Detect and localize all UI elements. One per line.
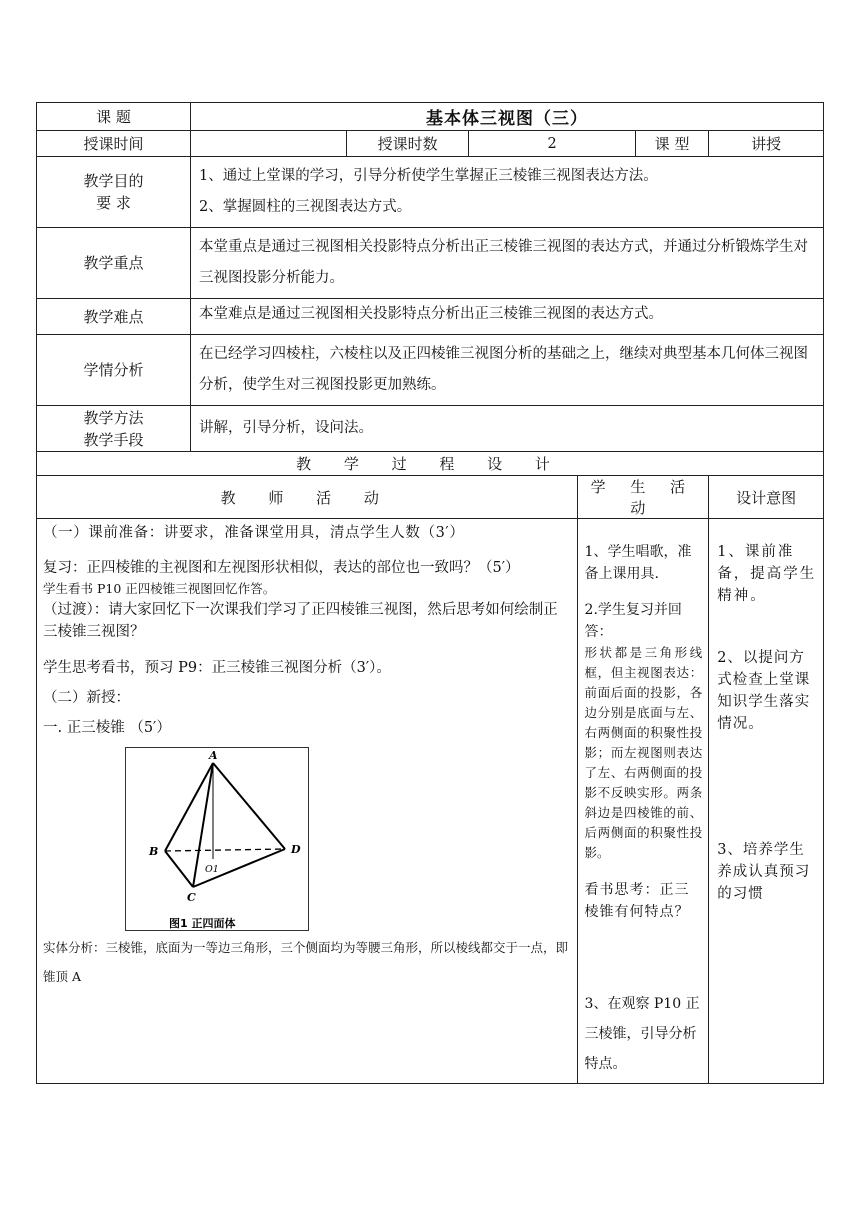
lesson-title: 基本体三视图（三） <box>190 103 823 131</box>
schedule-row <box>37 131 824 157</box>
teacher-step-read: 学生看书 P10 正四棱锥三视图回忆作答。 <box>43 581 276 596</box>
difficulty-label: 教学难点 <box>37 299 191 335</box>
difficulty-row <box>37 299 824 335</box>
time-label: 授课时间 <box>37 131 191 157</box>
intent-1: 1、课前准备，提高学生精神。 <box>717 544 817 604</box>
intent-2: 2、以提问方式检查上堂课知识学生落实情况。 <box>717 650 811 732</box>
method-label <box>37 406 191 452</box>
process-banner-row <box>37 452 824 476</box>
student-activity <box>577 519 709 1084</box>
objective-item-2: 2、掌握圆柱的三视图表达方式。 <box>198 199 412 215</box>
teacher-activity-header: 教 师 活 动 <box>37 476 578 519</box>
analysis-label: 学情分析 <box>37 335 191 406</box>
objective-label <box>37 157 191 228</box>
objective-text <box>190 157 823 228</box>
tetrahedron-diagram <box>125 747 309 931</box>
tetrahedron-figure <box>125 747 309 931</box>
lesson-plan-table <box>36 102 824 1084</box>
figure-caption: 图1 正四面体 <box>169 917 236 930</box>
difficulty-text: 本堂难点是通过三视图相关投影特点分析出正三棱锥三视图的表达方式。 <box>190 299 823 335</box>
label-a: A <box>209 749 218 762</box>
teacher-activity <box>37 519 578 1084</box>
design-intent-header: 设计意图 <box>709 476 824 519</box>
key-point-row <box>37 228 824 299</box>
label-o1: O1 <box>205 864 219 875</box>
objective-label-line1: 教学目的 <box>83 172 144 190</box>
figure-frame <box>126 748 309 931</box>
design-intent <box>709 519 824 1084</box>
method-label-line2: 教学手段 <box>83 430 144 449</box>
method-label-line1: 教学方法 <box>83 408 144 427</box>
label-b: B <box>149 845 159 858</box>
label-c: C <box>187 891 196 904</box>
hours-value: 2 <box>469 131 636 157</box>
student-step-think: 看书思考：正三棱锥有何特点？ <box>584 882 690 920</box>
objective-item-1: 1、通过上堂课的学习，引导分析使学生掌握正三棱锥三视图表达方法。 <box>198 168 658 184</box>
label-d: D <box>291 843 301 856</box>
method-row <box>37 406 824 452</box>
edge-ad <box>213 763 285 849</box>
process-body-row <box>37 519 824 1084</box>
key-point-label: 教学重点 <box>37 228 191 299</box>
time-value <box>190 131 346 157</box>
student-step-1: 1、学生唱歌，准备上课用具. <box>584 544 692 582</box>
teacher-step-solid-analysis: 实体分析：三棱锥，底面为一等边三角形，三个侧面均为等腰三角形，所以棱线都交于一点，即锥顶 A <box>43 940 569 984</box>
teacher-step-review: 复习：正四棱锥的主视图和左视图形状相似，表达的部位也一致吗？（5′） <box>43 560 520 576</box>
student-step-3: 3、在观察 P10 正三棱锥，引导分析特点。 <box>584 996 700 1072</box>
student-step-2-detail: 形状都是三角形线框，但主视图表达：前面后面的投影，各边分别是底面与左、右两侧面的积聚性投影；而左视图则表达了左、右两侧面的投影不反映实形。两条斜边是四棱锥的前、后两侧面的积聚性投影。 <box>584 645 703 860</box>
teacher-step-new-lesson: （二）新授： <box>43 690 130 706</box>
intent-3: 3、培养学生养成认真预习的习惯 <box>717 842 811 902</box>
topic-label: 课 题 <box>37 103 191 131</box>
objective-label-line2: 要 求 <box>96 194 131 212</box>
edge-bc <box>165 851 193 887</box>
process-banner: 教 学 过 程 设 计 <box>37 452 824 476</box>
hours-label: 授课时数 <box>347 131 469 157</box>
type-value: 讲授 <box>709 131 824 157</box>
student-step-2: 2.学生复习并回答： <box>584 602 682 640</box>
key-point-text: 本堂重点是通过三视图相关投影特点分析出正三棱锥三视图的表达方式，并通过分析锻炼学生对三视图投影分析能力。 <box>190 228 823 299</box>
edge-bd-hidden <box>165 849 285 851</box>
teacher-step-transition: （过渡）：请大家回忆下一次课我们学习了正四棱锥三视图，然后思考如何绘制正三棱锥三视图？ <box>43 602 558 640</box>
type-label: 课 型 <box>635 131 708 157</box>
analysis-text: 在已经学习四棱柱，六棱柱以及正四棱锥三视图分析的基础之上，继续对典型基本几何体三视图分析，使学生对三视图投影更加熟练。 <box>190 335 823 406</box>
process-header-row <box>37 476 824 519</box>
objective-row <box>37 157 824 228</box>
teacher-step-preview: 学生思考看书，预习 P9：正三棱锥三视图分析（3′）。 <box>43 660 391 676</box>
student-activity-header: 学 生 活 动 <box>577 476 709 519</box>
teacher-step-prep: （一）课前准备：讲要求，准备课堂用具，清点学生人数（3′） <box>43 525 465 541</box>
analysis-row <box>37 335 824 406</box>
method-text: 讲解，引导分析，设问法。 <box>190 406 823 452</box>
topic-row <box>37 103 824 131</box>
teacher-step-section-1: 一. 正三棱锥 （5′） <box>43 720 171 736</box>
